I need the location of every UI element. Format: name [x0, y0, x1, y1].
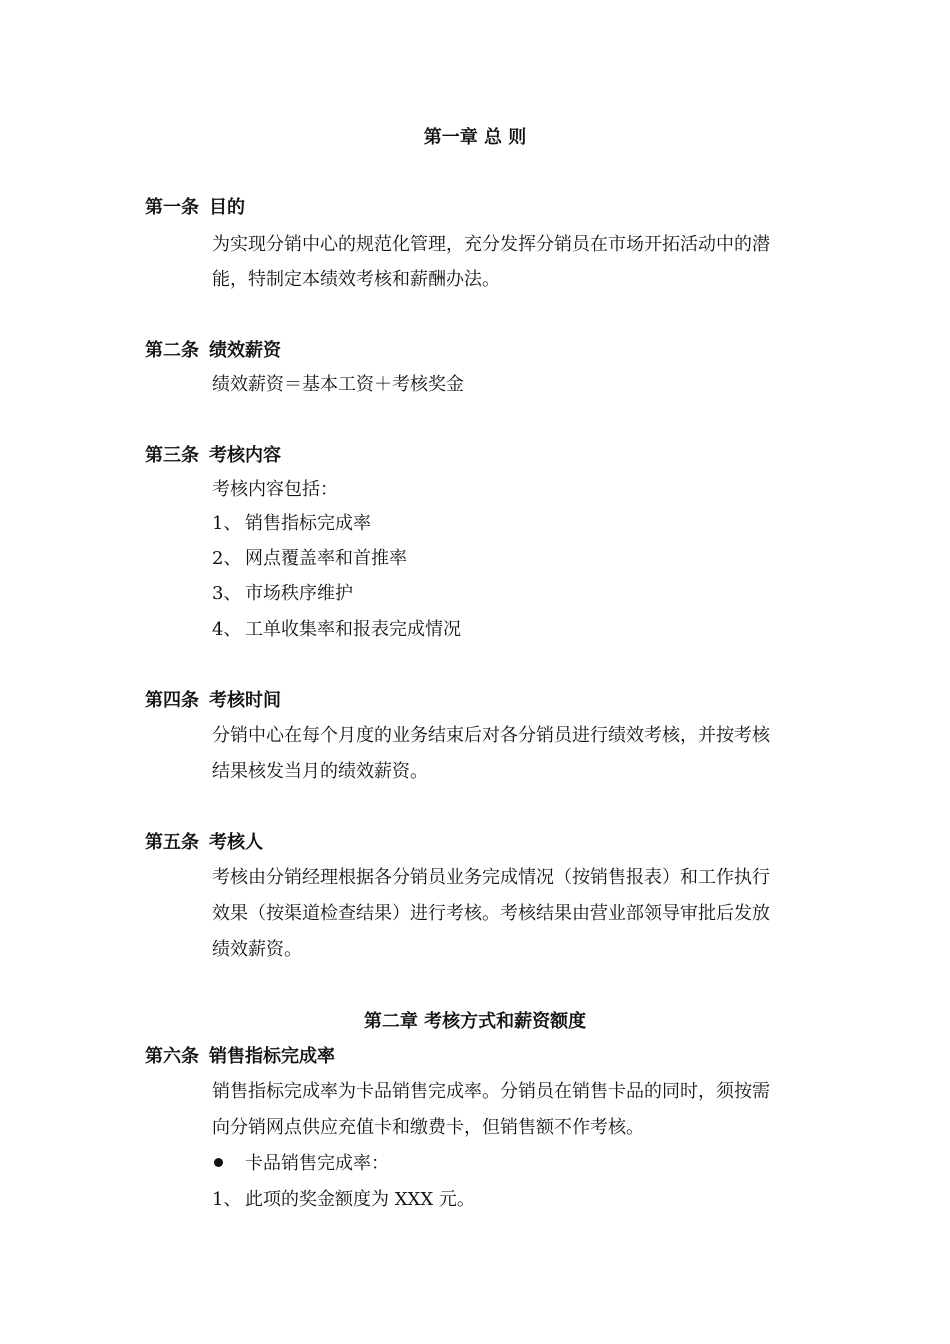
list-item-text: 市场秩序维护 [245, 583, 353, 604]
article-number: 第四条 [145, 690, 199, 711]
article-heading [145, 444, 281, 468]
article-number: 第五条 [145, 832, 199, 853]
paragraph-line: 向分销网点供应充值卡和缴费卡，但销售额不作考核。 [212, 1117, 644, 1138]
paragraph-line: 为实现分销中心的规范化管理，充分发挥分销员在市场开拓活动中的潜 [212, 234, 770, 255]
chapter-title: 第二章 考核方式和薪资额度 [363, 1011, 587, 1032]
article-title: 绩效薪资 [209, 340, 281, 361]
article-heading [145, 196, 245, 220]
list-marker: 4、 [212, 619, 242, 640]
bullet-item-text: 卡品销售完成率： [245, 1153, 389, 1174]
paragraph-line: 能，特制定本绩效考核和薪酬办法。 [212, 269, 500, 290]
article-number: 第六条 [145, 1046, 199, 1067]
paragraph-line: 考核由分销经理根据各分销员业务完成情况（按销售报表）和工作执行 [212, 867, 770, 888]
paragraph-line: 效果（按渠道检查结果）进行考核。考核结果由营业部领导审批后发放 [212, 903, 770, 924]
article-number: 第三条 [145, 445, 199, 466]
article-heading [145, 689, 281, 713]
article-title: 目的 [209, 197, 245, 218]
list-item [212, 1188, 475, 1212]
list-item [212, 618, 461, 642]
paragraph-line: 考核内容包括： [212, 479, 338, 500]
chapter-title: 第一章 总 则 [423, 127, 527, 148]
article-title: 考核时间 [209, 690, 281, 711]
list-marker: 1、 [212, 513, 242, 534]
list-item [212, 582, 353, 606]
paragraph-line: 绩效薪资。 [212, 939, 302, 960]
article-title: 考核人 [209, 832, 263, 853]
list-item-text: 销售指标完成率 [245, 513, 371, 534]
list-item [212, 547, 407, 571]
paragraph-line: 结果核发当月的绩效薪资。 [212, 761, 428, 782]
paragraph-line: 销售指标完成率为卡品销售完成率。分销员在销售卡品的同时，须按需 [212, 1081, 770, 1102]
paragraph-line: 绩效薪资＝基本工资＋考核奖金 [212, 374, 464, 395]
article-title: 销售指标完成率 [209, 1046, 335, 1067]
list-marker: 2、 [212, 548, 242, 569]
article-title: 考核内容 [209, 445, 281, 466]
article-number: 第一条 [145, 197, 199, 218]
list-marker: 1、 [212, 1189, 242, 1210]
paragraph-line: 分销中心在每个月度的业务结束后对各分销员进行绩效考核，并按考核 [212, 725, 770, 746]
list-item [212, 512, 371, 536]
list-item-text: 工单收集率和报表完成情况 [245, 619, 461, 640]
bullet-item [212, 1152, 389, 1176]
article-heading [145, 339, 281, 363]
list-item-text: 网点覆盖率和首推率 [245, 548, 407, 569]
bullet-icon [214, 1158, 223, 1167]
article-heading [145, 1045, 335, 1069]
article-number: 第二条 [145, 340, 199, 361]
list-marker: 3、 [212, 583, 242, 604]
article-heading [145, 831, 263, 855]
list-item-text: 此项的奖金额度为 XXX 元。 [245, 1189, 475, 1210]
